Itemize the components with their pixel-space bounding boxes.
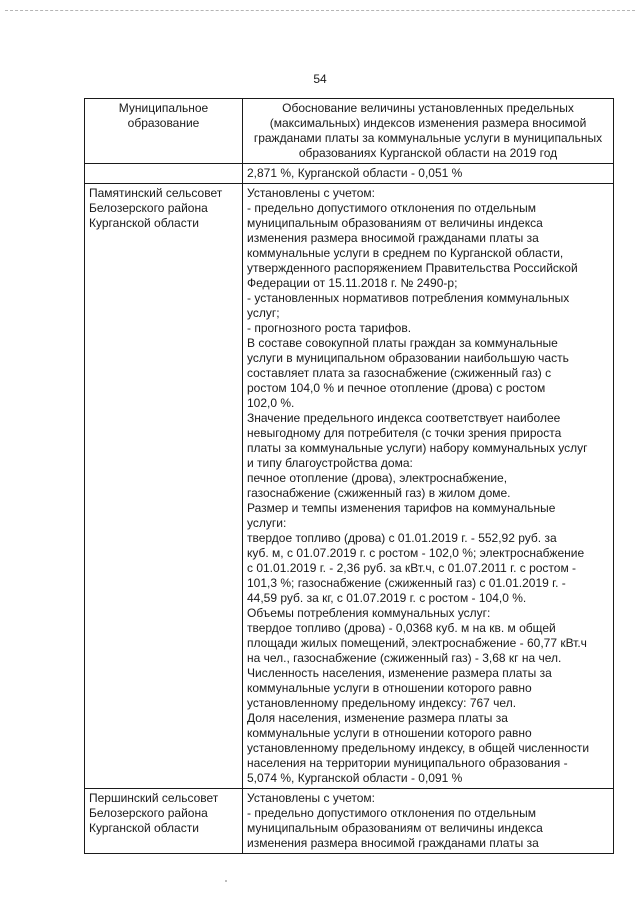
justification-text-line: установленному предельному индексу, в общей численности: [247, 741, 590, 755]
justification-text-line: газоснабжение (сжиженный газ) в жилом доме.: [247, 486, 511, 500]
justification-text-line: населения на территории муниципального образования -: [247, 756, 568, 770]
justification-text-line: Размер и темпы изменения тарифов на коммунальные: [247, 501, 556, 515]
header-text-line: Обоснование величины установленных предельных: [282, 101, 574, 115]
justification-text-line: Установлены с учетом:: [247, 186, 375, 200]
municipality-text-line: Першинский сельсовет: [89, 791, 219, 805]
justification-text-line: 2,871 %, Курганской области - 0,051 %: [247, 166, 463, 180]
justification-text-line: составляет плата за газоснабжение (сжиженный газ) с: [247, 366, 552, 380]
justification-text-line: 102,0 %.: [247, 396, 295, 410]
municipality-text-line: Курганской области: [89, 216, 199, 230]
justification-text-line: - установленных нормативов потребления коммунальных: [247, 291, 570, 305]
justification-text-line: услуги:: [247, 516, 287, 530]
justification-text-line: Федерации от 15.11.2018 г. № 2490-р;: [247, 276, 458, 290]
justification-cell: [243, 789, 614, 854]
header-text-line: (максимальных) индексов изменения размера вносимой: [269, 116, 587, 130]
justification-text-line: с 01.01.2019 г. - 2,36 руб. за кВт.ч, с 01.07.2011 г. с ростом -: [247, 561, 577, 575]
header-text-line: гражданами платы за коммунальные услуги в муниципальных: [253, 131, 603, 145]
municipality-text-line: Белозерского района: [89, 201, 208, 215]
continuation-municipality-cell: [85, 164, 243, 184]
municipality-text-line: Памятинский сельсовет: [89, 186, 223, 200]
justification-text-line: Доля населения, изменение размера платы за: [247, 711, 508, 725]
justification-text-line: Установлены с учетом:: [247, 791, 375, 805]
header-text-line: образование: [127, 116, 200, 130]
table-row: [85, 184, 614, 789]
justification-text-line: В составе совокупной платы граждан за коммунальные: [247, 336, 558, 350]
justification-text-line: утвержденного распоряжением Правительства Российской: [247, 261, 578, 275]
justification-text-line: муниципальным образованиям от величины индекса: [247, 821, 543, 835]
justification-text-line: 5,074 %, Курганской области - 0,091 %: [247, 771, 463, 785]
top-scan-rule: [5, 10, 635, 11]
justification-text-line: печное отопление (дрова), электроснабжение,: [247, 471, 508, 485]
municipality-cell: [85, 789, 243, 854]
justification-text-line: коммунальные услуги в отношении которого равно: [247, 726, 532, 740]
justification-text-line: 101,3 %; газоснабжение (сжиженный газ) с 01.01.2019 г. -: [247, 576, 566, 590]
justification-text-line: куб. м, с 01.07.2019 г. с ростом - 102,0 %; электроснабжение: [247, 546, 585, 560]
justification-text-line: на чел., газоснабжение (сжиженный газ) - 3,68 кг на чел.: [247, 651, 562, 665]
header-text-line: Муниципальное: [118, 101, 209, 115]
table-header-row: [85, 99, 614, 164]
justification-text-line: услуги в муниципальном образовании наибольшую часть: [247, 351, 569, 365]
justification-text-line: твердое топливо (дрова) - 0,0368 куб. м на кв. м общей: [247, 621, 556, 635]
header-municipality-cell: [85, 99, 243, 164]
header-justification-cell: [243, 99, 614, 164]
justification-text-line: ростом 104,0 % и печное отопление (дрова) с ростом: [247, 381, 546, 395]
page-number: 54: [313, 72, 327, 86]
justification-text-line: площади жилых помещений, электроснабжение - 60,77 кВт.ч: [247, 636, 587, 650]
justification-text-line: Значение предельного индекса соответствует наиболее: [247, 411, 561, 425]
justification-text-line: изменения размера вносимой гражданами платы за: [247, 231, 539, 245]
tariff-index-table: [84, 98, 614, 854]
justification-text-line: коммунальные услуги в отношении которого равно: [247, 681, 532, 695]
justification-text-line: - прогнозного роста тарифов.: [247, 321, 412, 335]
justification-text-line: Численность населения, изменение размера платы за: [247, 666, 552, 680]
justification-text-line: Объемы потребления коммунальных услуг:: [247, 606, 491, 620]
municipality-text-line: Белозерского района: [89, 806, 208, 820]
justification-text-line: - предельно допустимого отклонения по отдельным: [247, 806, 536, 820]
continuation-row: [85, 164, 614, 184]
justification-text-line: 44,59 руб. за кг, с 01.07.2019 г. с ростом - 104,0 %.: [247, 591, 527, 605]
justification-text-line: коммунальные услуги в среднем по Курганской области,: [247, 246, 564, 260]
justification-text-line: установленному предельному индексу: 767 чел.: [247, 696, 517, 710]
scan-speck: [225, 880, 227, 882]
justification-text-line: - предельно допустимого отклонения по отдельным: [247, 201, 536, 215]
justification-text-line: муниципальным образованиям от величины индекса: [247, 216, 543, 230]
justification-text-line: и типу благоустройства дома:: [247, 456, 413, 470]
justification-text-line: невыгодному для потребителя (с точки зрения прироста: [247, 426, 562, 440]
justification-text-line: услуг;: [247, 306, 280, 320]
continuation-justification-cell: [243, 164, 614, 184]
table-row: [85, 789, 614, 854]
justification-text-line: платы за коммунальные услуги) набору коммунальных услуг: [247, 441, 588, 455]
municipality-cell: [85, 184, 243, 789]
justification-text-line: твердое топливо (дрова) с 01.01.2019 г. - 552,92 руб. за: [247, 531, 557, 545]
justification-text-line: изменения размера вносимой гражданами платы за: [247, 836, 539, 850]
header-text-line: образованиях Курганской области на 2019 год: [298, 146, 558, 160]
municipality-text-line: Курганской области: [89, 821, 199, 835]
justification-cell: [243, 184, 614, 789]
